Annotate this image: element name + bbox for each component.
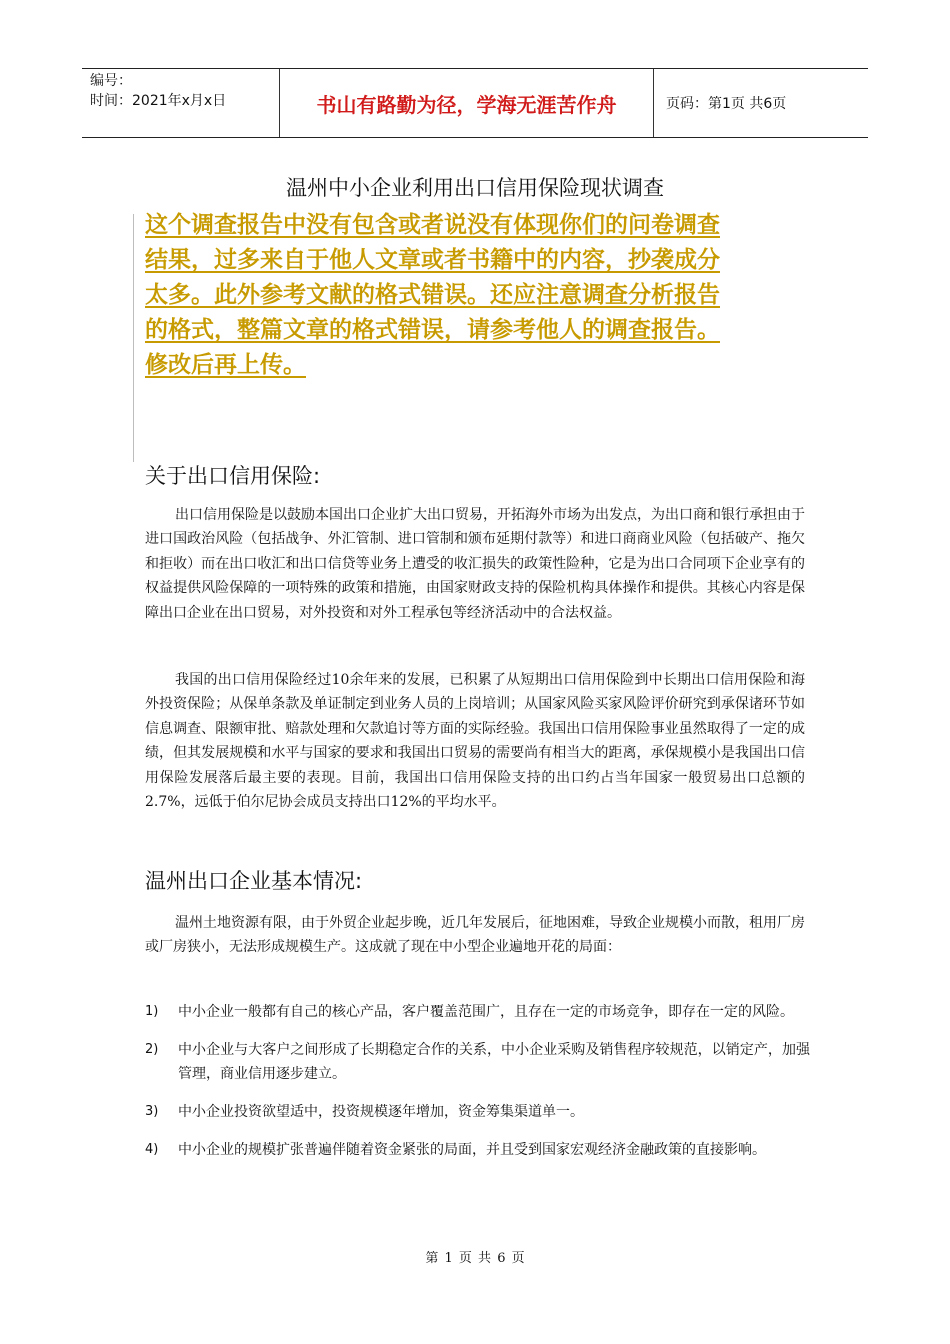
comment-line: 结果，过多来自于他人文章或者书籍中的内容，抄袭成分 xyxy=(145,247,720,273)
section-heading-insurance: 关于出口信用保险: xyxy=(145,464,321,488)
list-item xyxy=(145,1100,810,1124)
section-heading-enterprises: 温州出口企业基本情况: xyxy=(145,869,363,893)
document-title: 温州中小企业利用出口信用保险现状调查 xyxy=(286,176,664,200)
paragraph: 出口信用保险是以鼓励本国出口企业扩大出口贸易，开拓海外市场为出发点，为出口商和银行承担由于进口国政治风险（包括战争、外汇管制、进口管制和颁布延期付款等）和进口商商业风险（包括破产、拖欠和拒收）而在出口收汇和出口信贷等业务上遭受的收汇损失的政策性险种，它是为出口合同项下企业享有的权益提供风险保障的一项特殊的政策和措施，由国家财政支持的保险机构具体操作和提供。其核心内容是保障出口企业在出口贸易，对外投资和对外工程承包等经济活动中的合法权益。 xyxy=(145,507,805,621)
list-text: 中小企业投资欲望适中，投资规模逐年增加，资金筹集渠道单一。 xyxy=(178,1104,584,1120)
enterprise-list xyxy=(145,1000,810,1176)
page-footer: 第 1 页 共 6 页 xyxy=(425,1251,525,1266)
header-table xyxy=(82,68,868,138)
comment-line: 修改后再上传。 xyxy=(145,352,306,378)
number-label: 编号： xyxy=(90,73,132,89)
paragraph: 温州土地资源有限，由于外贸企业起步晚，近几年发展后，征地困难，导致企业规模小而散，租用厂房或厂房狭小，无法形成规模生产。这成就了现在中小型企业遍地开花的局面： xyxy=(145,915,805,956)
header-meta xyxy=(82,69,280,137)
list-item xyxy=(145,1000,810,1024)
list-item xyxy=(145,1038,810,1086)
list-text: 中小企业与大客户之间形成了长期稳定合作的关系，中小企业采购及销售程序较规范，以销定产，加强管理，商业信用逐步建立。 xyxy=(178,1042,810,1082)
list-number: 4) xyxy=(145,1142,159,1157)
comment-line: 太多。此外参考文献的格式错误。还应注意调查分析报告 xyxy=(145,282,720,308)
comment-bar xyxy=(133,214,134,462)
list-item xyxy=(145,1138,810,1162)
list-text: 中小企业的规模扩张普遍伴随着资金紧张的局面，并且受到国家宏观经济金融政策的直接影响。 xyxy=(178,1142,766,1158)
list-number: 1) xyxy=(145,1004,159,1019)
comment-line: 的格式，整篇文章的格式错误，请参考他人的调查报告。 xyxy=(145,317,720,343)
review-comment xyxy=(145,208,815,383)
date-label: 时间：2021年x月x日 xyxy=(90,93,227,109)
paragraph: 我国的出口信用保险经过10余年来的发展，已积累了从短期出口信用保险到中长期出口信用保险和海外投资保险；从保单条款及单证制定到业务人员的上岗培训；从国家风险买家风险评价研究到承保诸环节如信息调查、限额审批、赔款处理和欠款追讨等方面的实际经验。我国出口信用保险事业虽然取得了一定的成绩，但其发展规模和水平与国家的要求和我国出口贸易的需要尚有相当大的距离，承保规模小是我国出口信用保险发展落后最主要的表现。目前，我国出口信用保险支持的出口约占当年国家一般贸易出口总额的2.7%，远低于伯尔尼协会成员支持出口12%的平均水平。 xyxy=(145,672,805,811)
header-motto: 书山有路勤为径，学海无涯苦作舟 xyxy=(280,69,654,137)
list-text: 中小企业一般都有自己的核心产品，客户覆盖范围广，且存在一定的市场竞争，即存在一定的风险。 xyxy=(178,1004,794,1020)
header-page-label: 页码：第1页 共6页 xyxy=(666,96,787,112)
list-number: 2) xyxy=(145,1042,159,1057)
comment-line: 这个调查报告中没有包含或者说没有体现你们的问卷调查 xyxy=(145,212,720,238)
list-number: 3) xyxy=(145,1104,159,1119)
